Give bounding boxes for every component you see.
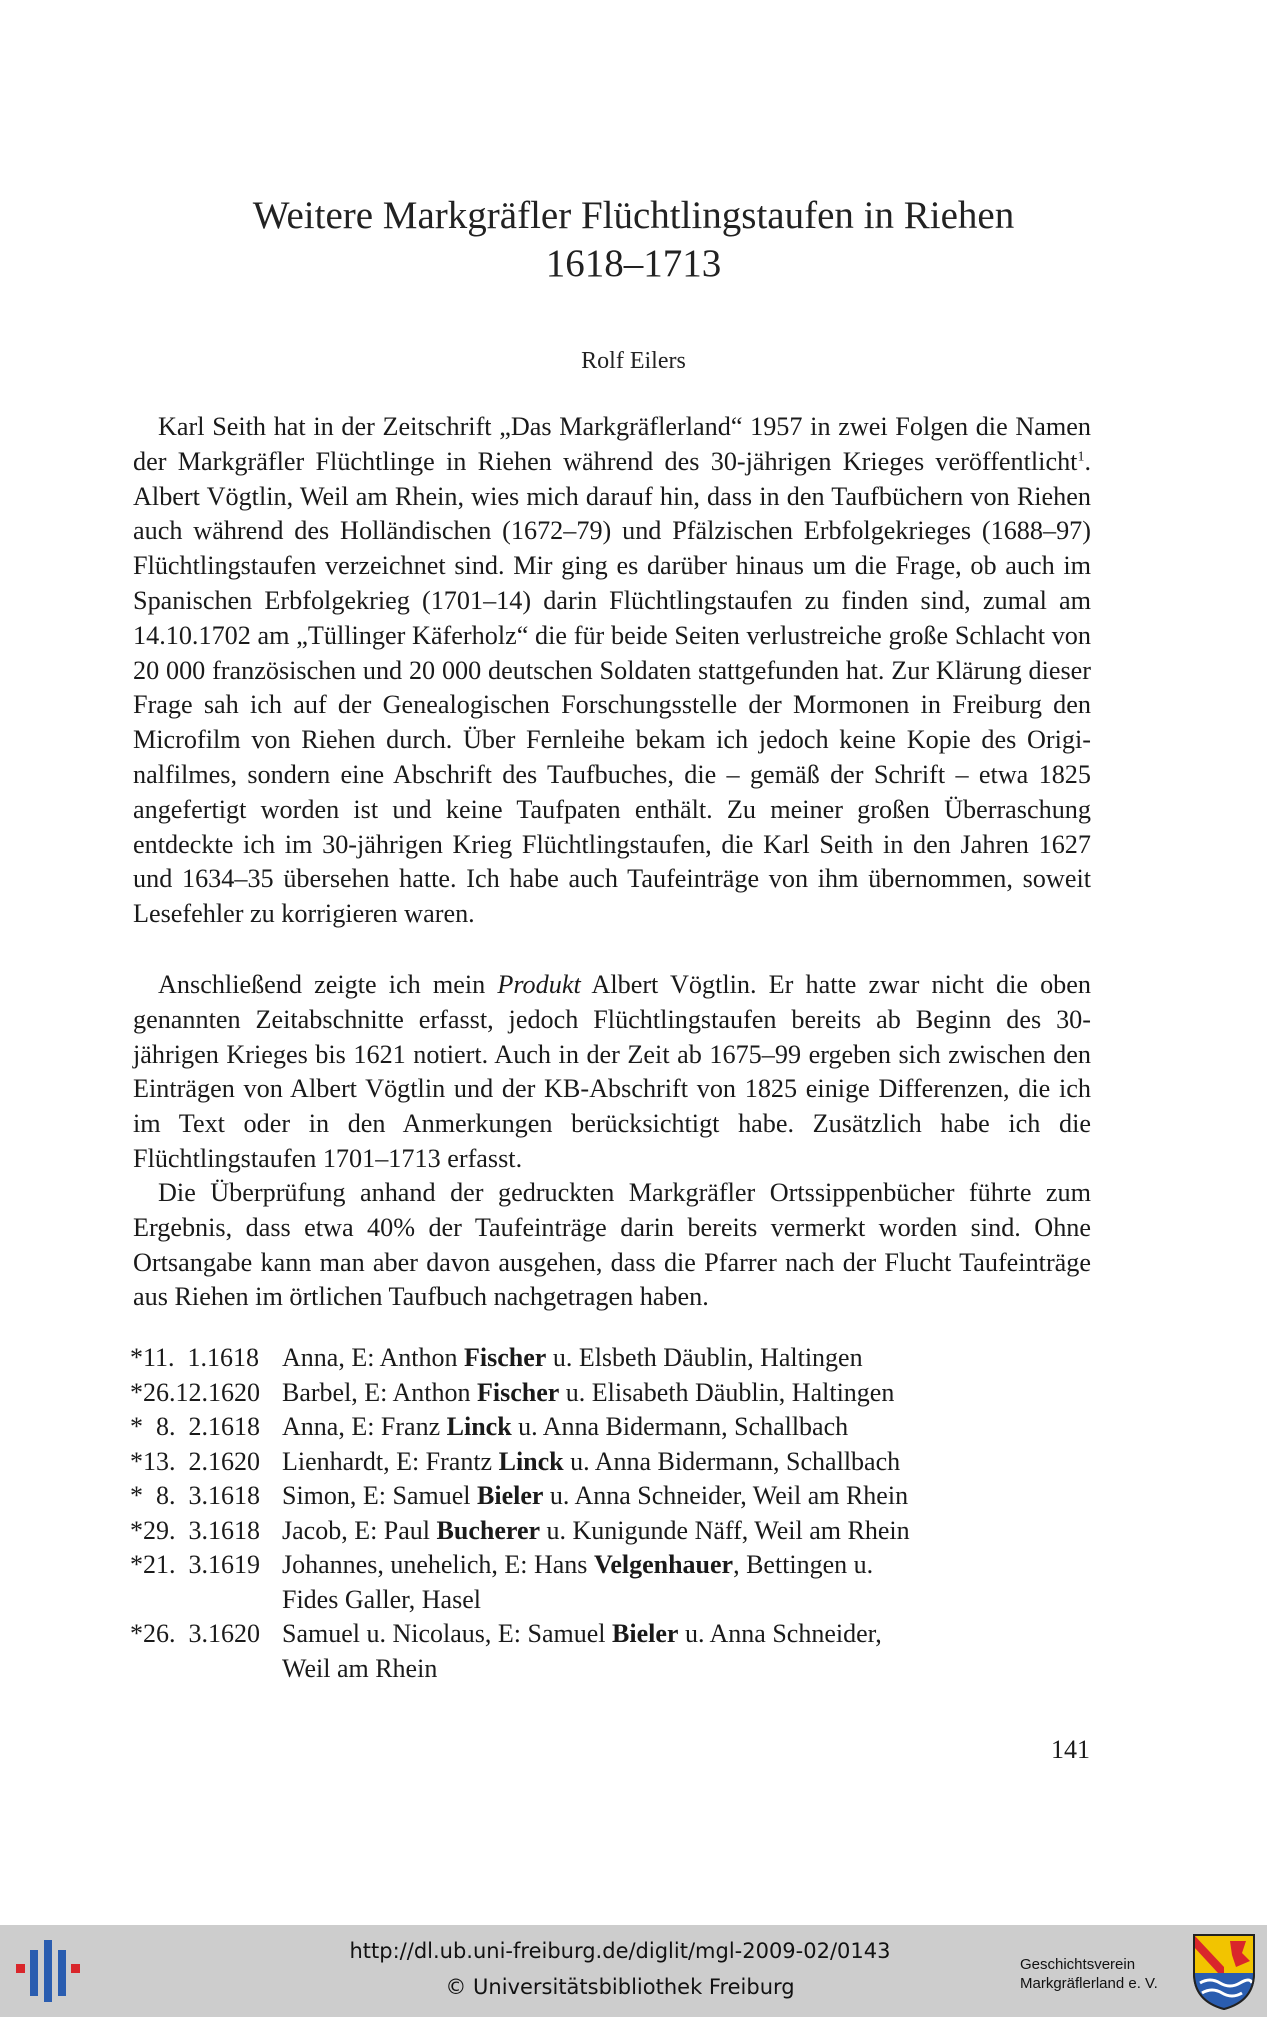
baptism-entry: [130, 1617, 1130, 1686]
page-number: 141: [1051, 1735, 1090, 1764]
baptism-entry: [130, 1479, 1130, 1514]
entry-date: * 8. 2.1618: [130, 1412, 260, 1441]
ub-freiburg-logo-icon[interactable]: [14, 1940, 84, 2002]
paragraph-text: Karl Seith hat in der Zeitschrift „Das Markgräflerland“ 1957 in zwei Folgen die Namen der Markgräfler Flüchtlinge in Riehen während des 30-jährigen Krieges veröffentlicht: [133, 412, 1091, 476]
entry-date: * 8. 3.1618: [130, 1481, 260, 1510]
entry-surname: Bucherer: [436, 1515, 541, 1545]
baptism-entry: [130, 1445, 1130, 1480]
entry-mother-place: u. Anna Schneider, Weil am Rhein: [543, 1481, 909, 1510]
entry-text: [282, 1445, 1130, 1480]
entry-child-parents: Jacob, E: Paul: [282, 1515, 437, 1545]
entry-surname: Linck: [498, 1446, 564, 1476]
entry-child-parents: Johannes, unehelich, E: Hans: [282, 1550, 594, 1579]
entry-child-parents: Simon, E: Samuel: [282, 1481, 477, 1510]
entry-mother-place: u. Anna Bidermann, Schallbach: [511, 1412, 849, 1441]
entry-text: [282, 1548, 1130, 1617]
entry-date: *26. 3.1620: [130, 1619, 260, 1648]
entry-date: *29. 3.1618: [130, 1515, 260, 1545]
baptism-entry: [130, 1548, 1130, 1617]
footer-bar: [0, 1925, 1267, 2017]
entry-text: [282, 1514, 1130, 1549]
entry-text: [282, 1376, 1130, 1411]
baptism-entry: [130, 1410, 1130, 1445]
entry-mother-place: , Bettingen u.: [733, 1550, 874, 1579]
source-url-link[interactable]: http://dl.ub.uni-freiburg.de/diglit/mgl-2009-02/0143: [349, 1939, 891, 1963]
entry-surname: Fischer: [464, 1343, 547, 1372]
paragraph-text: Albert Vögtlin. Er hatte zwar nicht die oben genannten Zeitabschnitte erfasst, jedoch Flüchtlingstaufen bereits ab Beginn des 30-jährigen Krieges bis 1621 notiert. Auch in der Zeit ab 1675–99 ergeben sich zwischen den Einträgen von Albert Vögtlin und der KB-Abschrift von 1825 einige Differenzen, die ich im Text oder in den Anmerkungen berücksichtigt habe. Zusätzlich habe ich die Flüchtlingstaufen 1701–1713 erfasst.: [133, 970, 1091, 1173]
markgraeflerland-crest-icon: [1192, 1933, 1256, 2011]
entry-mother-place: u. Elsbeth Däublin, Haltingen: [546, 1343, 863, 1372]
entry-text: [282, 1410, 1130, 1445]
entry-mother-place: u. Anna Schneider,: [678, 1619, 882, 1648]
italic-text: Produkt: [497, 970, 581, 999]
society-name: [1020, 1955, 1195, 1993]
paragraph-text: Die Überprüfung anhand der gedruckten Markgräfler Ortssippenbücher führte zum Ergebnis, dass etwa 40% der Taufeinträge darin bereits vermerkt worden sind. Ohne Ortsangabe kann man aber davon ausgehen, dass die Pfarrer nach der Flucht Taufeinträge aus Riehen im örtlichen Taufbuch nachgetragen haben.: [133, 1178, 1091, 1312]
paragraph-text: . Albert Vögtlin, Weil am Rhein, wies mich darauf hin, dass in den Taufbüchern von Riehen auch während des Holländischen (1672–79) und Pfälzischen Erbfolgekrieges (1688–97) Flüchtlingstaufen verzeichnet sind. Mir ging es darüber hinaus um die Frage, ob auch im Spanischen Erbfolgekrieg (1701–14) darin Flüchtlingstaufen zu finden sind, zumal am 14.10.1702 am „Tüllinger Käferholz“ die für beide Seiten verlustreiche große Schlacht von 20 000 französischen und 20 000 deutschen Soldaten stattgefunden hat. Zur Klärung dieser Frage sah ich auf der Genealogischen Forschungsstelle der Mormonen in Freiburg den Microfilm von Riehen durch. Über Fernleihe bekam ich jedoch keine Kopie des Originalfilmes, sondern eine Abschrift des Taufbuches, die – gemäß der Schrift – etwa 1825 angefertigt worden ist und keine Taufpaten enthält. Zu meiner großen Überraschung entdeckte ich im 30-jährigen Krieg Flüchtlingstaufen, die Karl Seith in den Jahren 1627 und 1634–35 übersehen hatte. Ich habe auch Taufeinträge von ihm übernommen, soweit Lesefehler zu korrigieren waren.: [133, 446, 1091, 929]
paragraph-text: Anschließend zeigte ich mein: [158, 970, 498, 999]
entry-date: *13. 2.1620: [130, 1446, 260, 1476]
society-name-line-2: Markgräflerland e. V.: [1020, 1975, 1158, 1992]
entry-surname: Bieler: [477, 1481, 544, 1510]
entry-surname: Linck: [446, 1412, 512, 1441]
entry-child-parents: Barbel, E: Anthon: [282, 1377, 477, 1407]
baptism-entry: [130, 1341, 1130, 1376]
entry-child-parents: Anna, E: Anthon: [282, 1343, 464, 1372]
baptism-entry: [130, 1514, 1130, 1549]
entry-continuation: Weil am Rhein: [282, 1653, 438, 1683]
entry-date: *26.12.1620: [130, 1377, 260, 1407]
entry-mother-place: u. Kunigunde Näff, Weil am Rhein: [540, 1515, 910, 1545]
footnote-ref: 1: [1077, 449, 1085, 465]
entry-child-parents: Anna, E: Franz: [282, 1412, 447, 1441]
entry-mother-place: u. Elisabeth Däublin, Haltingen: [559, 1377, 895, 1407]
author-name: Rolf Eilers: [581, 348, 686, 374]
paragraph-2: [133, 968, 1091, 1177]
entry-text: [282, 1341, 1130, 1376]
title-line-1: Weitere Markgräfler Flüchtlingstaufen in Riehen: [252, 194, 1015, 237]
title-line-2: 1618–1713: [545, 242, 722, 285]
entry-child-parents: Lienhardt, E: Frantz: [282, 1446, 499, 1476]
entry-text: [282, 1617, 1130, 1686]
entry-date: *11. 1.1618: [130, 1343, 260, 1372]
entry-continuation: Fides Galler, Hasel: [282, 1584, 481, 1614]
paragraph-1: [133, 410, 1091, 932]
society-name-line-1: Geschichtsverein: [1020, 1956, 1136, 1973]
baptism-entry-list: [130, 1341, 1130, 1686]
entry-child-parents: Samuel u. Nicolaus, E: Samuel: [282, 1619, 613, 1648]
entry-text: [282, 1479, 1130, 1514]
entry-mother-place: u. Anna Bidermann, Schallbach: [563, 1446, 901, 1476]
entry-surname: Fischer: [476, 1377, 560, 1407]
entry-date: *21. 3.1619: [130, 1550, 260, 1579]
paragraph-3: [133, 1176, 1091, 1315]
baptism-entry: [130, 1376, 1130, 1411]
entry-surname: Bieler: [612, 1619, 679, 1648]
copyright-notice: © Universitätsbibliothek Freiburg: [445, 1975, 795, 1999]
entry-surname: Velgenhauer: [593, 1550, 734, 1579]
